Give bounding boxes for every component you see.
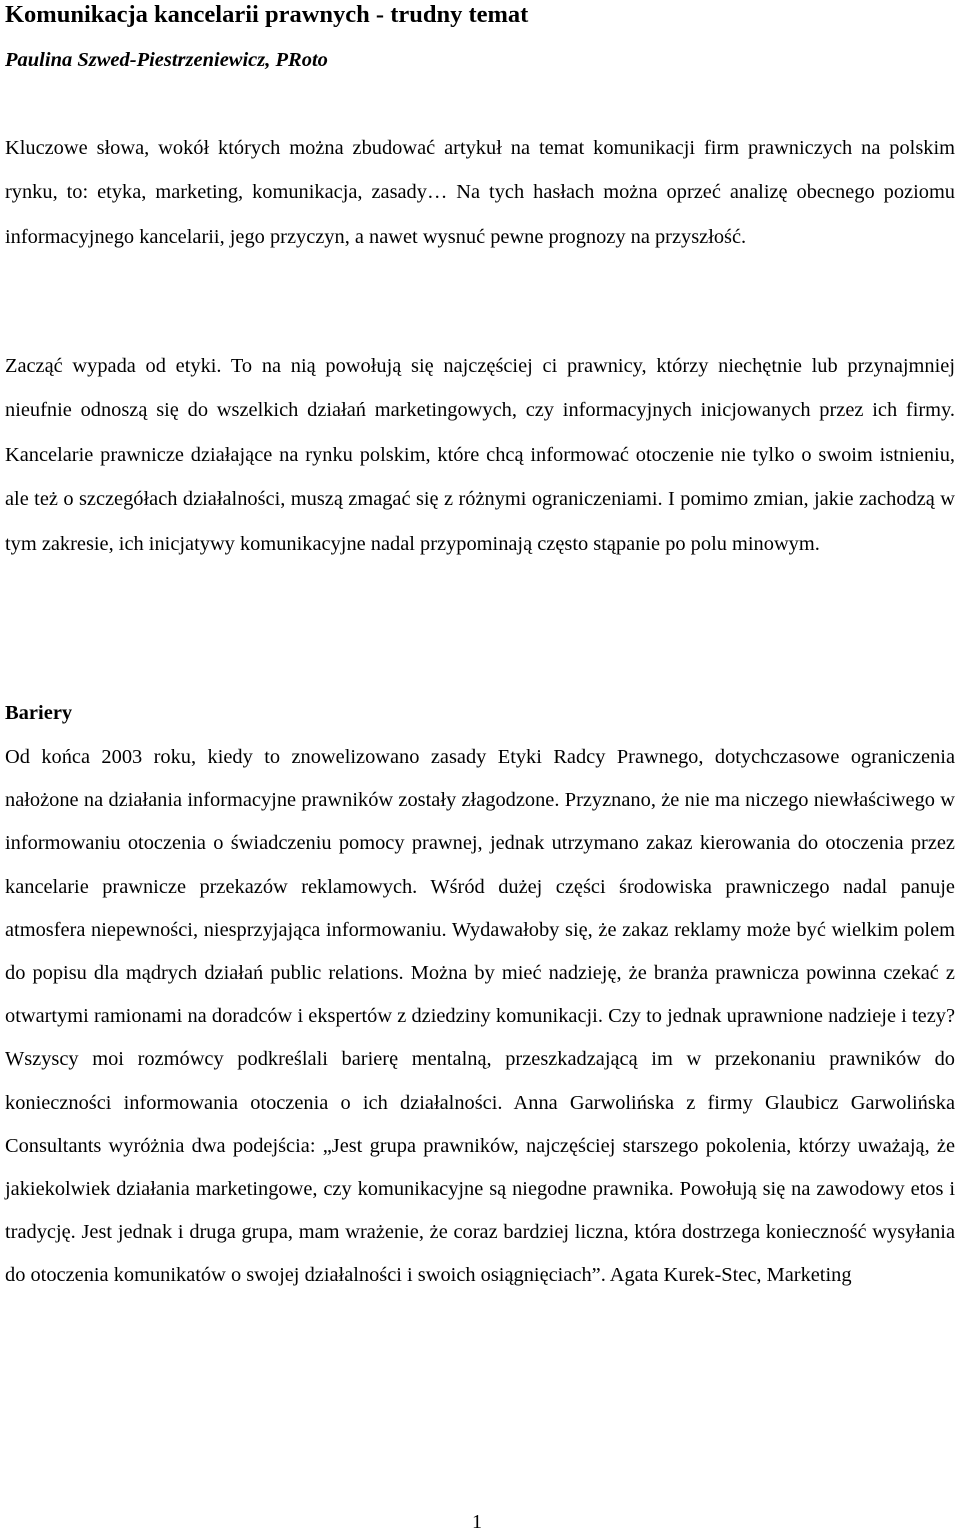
ethics-paragraph: Zacząć wypada od etyki. To na nią powołują się najczęściej ci prawnicy, którzy niechętnie lub przynajmniej nieufnie odnoszą się do wszelkich działań marketingowych, czy informacyjnych inicjowanych przez ich firmy. Kancelarie prawnicze działające na rynku polskim, które chcą informować otoczenie nie tylko o swoim istnieniu, ale też o szczegółach działalności, muszą zmagać się z różnymi ograniczeniami. I pomimo zmian, jakie zachodzą w tym zakresie, ich inicjatywy komunikacyjne nadal przypominają często stąpanie po polu minowym. bbox=[5, 355, 955, 555]
intro-paragraph: Kluczowe słowa, wokół których można zbudować artykuł na temat komunikacji firm prawniczych na polskim rynku, to: etyka, marketing, komunikacja, zasady… Na tych hasłach można oprzeć analizę obecnego poziomu informacyjnego kancelarii, jego przyczyn, a nawet wysnuć pewne prognozy na przyszłość. bbox=[5, 137, 955, 248]
barriers-paragraph: Od końca 2003 roku, kiedy to znowelizowano zasady Etyki Radcy Prawnego, dotychczasowe ograniczenia nałożone na działania informacyjne prawników zostały złagodzone. Przyznano, że nie ma niczego niewłaściwego w informowaniu otoczenia o świadczeniu pomocy prawnej, jednak utrzymano zakaz kierowania do otoczenia przez kancelarie prawnicze przekazów reklamowych. Wśród dużej części środowiska prawniczego nadal panuje atmosfera niepewności, niesprzyjająca informowaniu. Wydawałoby się, że zakaz reklamy może być wielkim polem do popisu dla mądrych działań public relations. Można by mieć nadzieję, że branża prawnicza powinna czekać z otwartymi ramionami na doradców i ekspertów z dziedziny komunikacji. Czy to jednak uprawnione nadzieje i tezy? Wszyscy moi rozmówcy podkreślali barierę mentalną, przeszkadzającą im w przekonaniu prawników do konieczności informowania otoczenia o ich działalności. Anna Garwolińska z firmy Glaubicz Garwolińska Consultants wyróżnia dwa podejścia: „Jest grupa prawników, najczęściej starszego pokolenia, którzy uważają, że jakiekolwiek działania marketingowe, czy komunikacyjne są niegodne prawnika. Powołują się na zawodowy etos i tradycję. Jest jednak i druga grupa, mam wrażenie, że coraz bardziej liczna, która dostrzega konieczność wysyłania do otoczenia komunikatów o swojej działalności i swoich osiągnięciach”. Agata Kurek-Stec, Marketing bbox=[5, 746, 955, 1287]
page-number: 1 bbox=[472, 1511, 482, 1533]
article-title: Komunikacja kancelarii prawnych - trudny temat bbox=[5, 1, 529, 28]
section-heading: Bariery bbox=[5, 702, 73, 724]
article-author: Paulina Szwed-Piestrzeniewicz, PRoto bbox=[5, 49, 328, 71]
